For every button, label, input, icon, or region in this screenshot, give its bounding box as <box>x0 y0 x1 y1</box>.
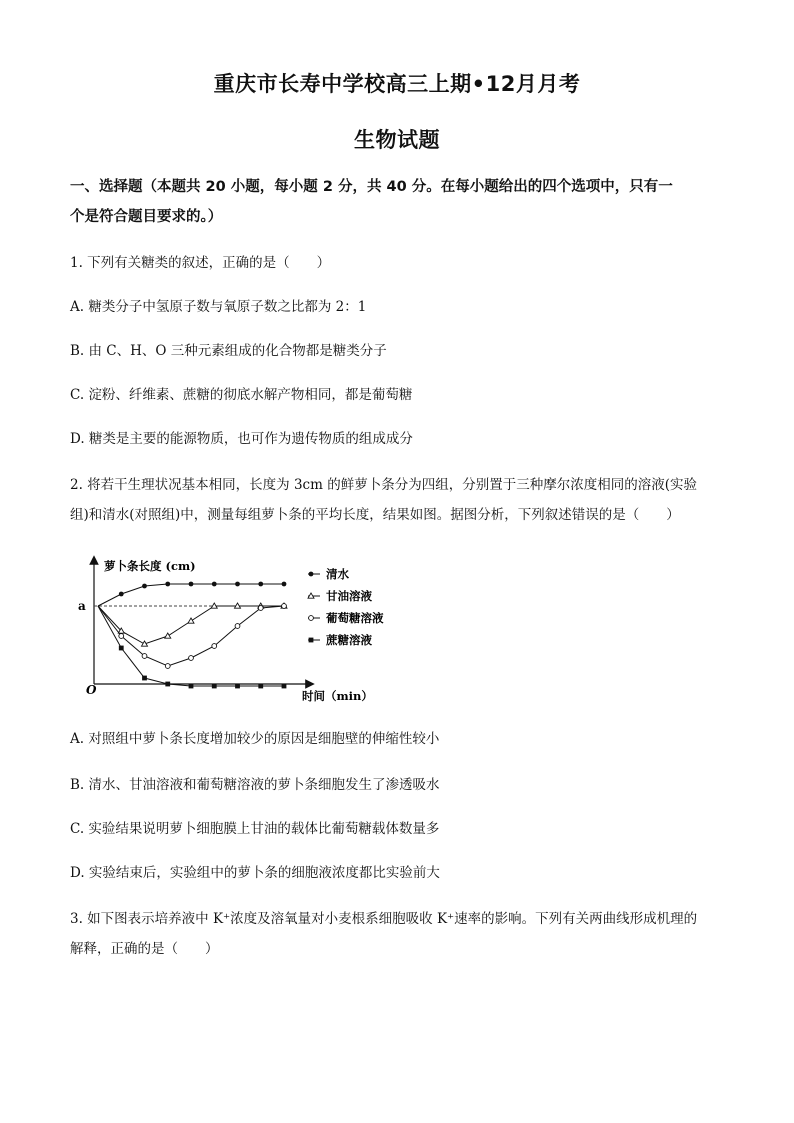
legend-marker-3 <box>309 638 314 643</box>
origin-label: O <box>86 683 97 697</box>
legend-label-2: 葡萄糖溶液 <box>326 611 384 625</box>
section-heading-line2: 个是符合题目要求的。） <box>70 209 223 225</box>
question-3-stem-line2: 解释，正确的是（ ） <box>70 941 219 957</box>
series-0-point-8 <box>282 582 287 587</box>
exam-subject: 生物试题 <box>354 128 440 152</box>
question-1-option-b: B. 由 C、H、O 三种元素组成的化合物都是糖类分子 <box>70 343 387 359</box>
series-2-point-4 <box>189 656 194 661</box>
series-2-point-7 <box>258 606 263 611</box>
section-heading-line1: 一、选择题（本题共 20 小题，每小题 2 分，共 40 分。在每小题给出的四个选项中，只有一 <box>70 179 673 195</box>
radish-length-chart <box>70 548 400 710</box>
series-3-point-5 <box>212 684 217 689</box>
series-2-point-6 <box>235 624 240 629</box>
legend-label-1: 甘油溶液 <box>326 589 372 603</box>
series-0-point-7 <box>258 582 263 587</box>
series-2-point-8 <box>282 604 287 609</box>
series-2-point-3 <box>165 664 170 669</box>
question-1-option-a: A. 糖类分子中氢原子数与氧原子数之比都为 2：1 <box>70 299 367 315</box>
question-2-stem-line2: 组)和清水(对照组)中，测量每组萝卜条的平均长度，结果如图。据图分析，下列叙述错误的是（ ） <box>70 507 680 523</box>
exam-title: 重庆市长寿中学校高三上期•12月月考 <box>213 72 581 96</box>
question-3-stem-line1: 3. 如下图表示培养液中 K⁺浓度及溶氧量对小麦根系细胞吸收 K⁺速率的影响。下列有关两曲线形成机理的 <box>70 911 698 927</box>
series-0-point-6 <box>235 582 240 587</box>
series-3-point-6 <box>235 684 240 689</box>
series-3-point-7 <box>258 684 263 689</box>
legend-label-3: 蔗糖溶液 <box>326 633 372 647</box>
series-1-point-4 <box>188 618 194 623</box>
series-0-point-4 <box>189 582 194 587</box>
legend-marker-0 <box>309 572 314 577</box>
question-2-option-a: A. 对照组中萝卜条长度增加较少的原因是细胞壁的伸缩性较小 <box>70 731 440 747</box>
question-1-stem: 1. 下列有关糖类的叙述，正确的是（ ） <box>70 255 331 271</box>
series-line-0 <box>98 584 284 606</box>
series-0-point-3 <box>165 582 170 587</box>
question-2-option-c: C. 实验结果说明萝卜细胞膜上甘油的载体比葡萄糖载体数量多 <box>70 821 440 837</box>
question-1-option-c: C. 淀粉、纤维素、蔗糖的彻底水解产物相同，都是葡萄糖 <box>70 387 413 403</box>
series-3-point-3 <box>165 682 170 687</box>
series-2-point-2 <box>142 654 147 659</box>
series-0-point-2 <box>142 584 147 589</box>
x-axis-label: 时间（min） <box>302 689 373 703</box>
question-2-stem-line1: 2. 将若干生理状况基本相同，长度为 3cm 的鲜萝卜条分为四组，分别置于三种摩尔浓度相同的溶液(实验 <box>70 477 697 493</box>
series-2-point-5 <box>212 644 217 649</box>
series-3-point-1 <box>119 646 124 651</box>
question-2-option-b: B. 清水、甘油溶液和葡萄糖溶液的萝卜条细胞发生了渗透吸水 <box>70 777 440 793</box>
y-axis-label: 萝卜条长度 (cm) <box>104 559 196 573</box>
legend-label-0: 清水 <box>326 567 349 581</box>
legend-marker-2 <box>309 616 314 621</box>
question-1-option-d: D. 糖类是主要的能源物质，也可作为遗传物质的组成成分 <box>70 431 413 447</box>
series-2-point-1 <box>119 634 124 639</box>
series-3-point-2 <box>142 676 147 681</box>
reference-label-a: a <box>78 599 86 613</box>
series-0-point-5 <box>212 582 217 587</box>
series-1-point-3 <box>165 633 171 638</box>
series-3-point-4 <box>189 684 194 689</box>
series-0-point-1 <box>119 592 124 597</box>
question-2-option-d: D. 实验结束后，实验组中的萝卜条的细胞液浓度都比实验前大 <box>70 865 440 881</box>
series-3-point-8 <box>282 684 287 689</box>
